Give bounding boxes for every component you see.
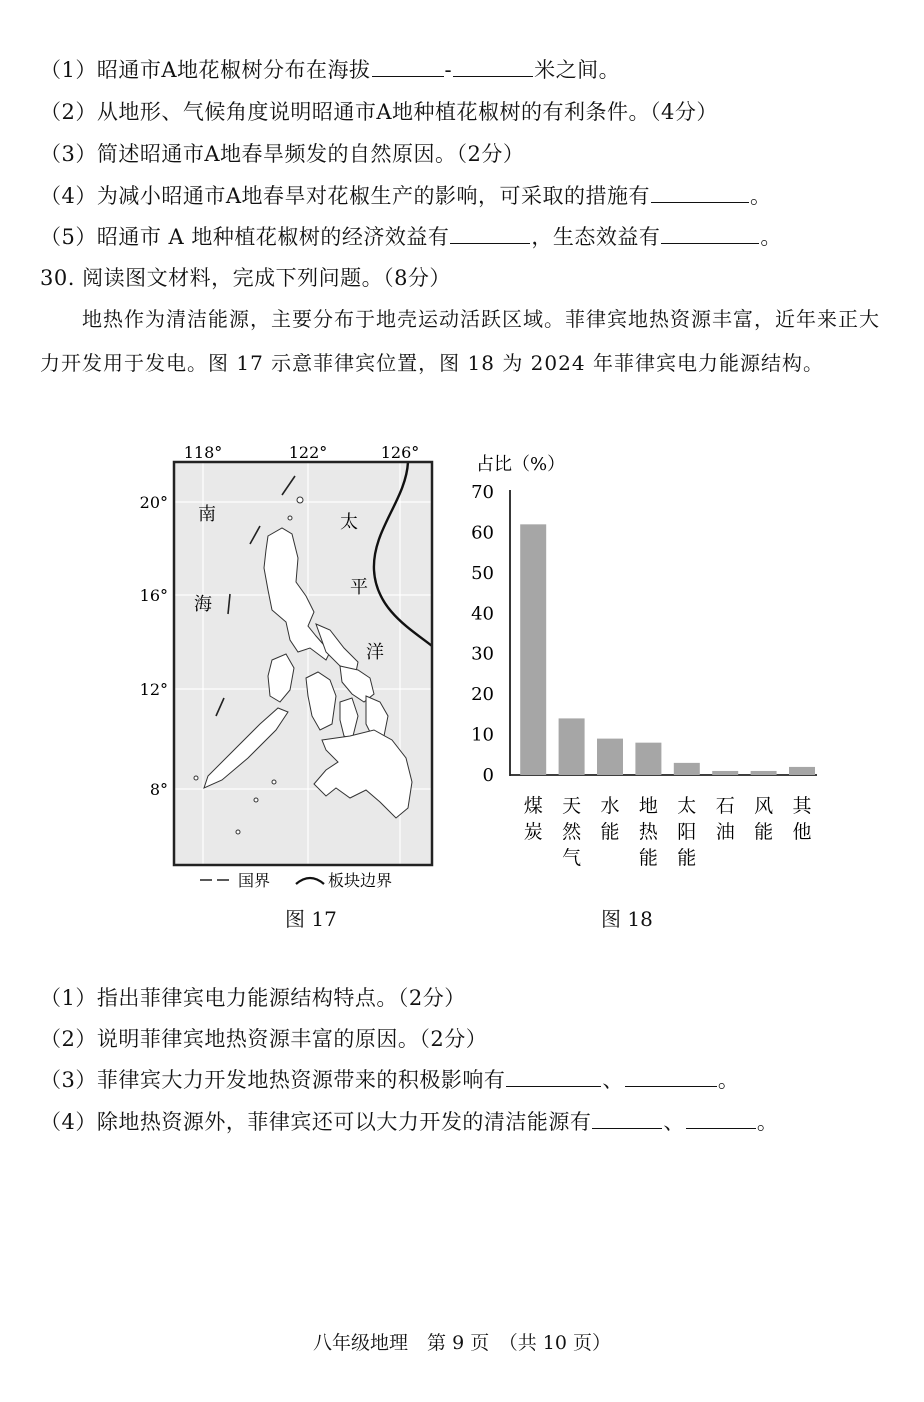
- q29-item-3: （3）简述昭通市A地春旱频发的自然原因。（2分）: [40, 142, 525, 166]
- answer-blank[interactable]: [372, 75, 444, 77]
- q30-item-1: （1）指出菲律宾电力能源结构特点。（2分）: [40, 986, 466, 1010]
- q29-item-1: [40, 54, 620, 84]
- q29-item-4: [40, 180, 772, 210]
- legend-plate-symbol: [296, 878, 324, 884]
- q30-item-4-end: 。: [756, 1110, 779, 1134]
- page-footer: 八年级地理 第 9 页 （共 10 页）: [313, 1332, 611, 1354]
- sea-char-1: 南: [198, 504, 216, 525]
- answer-blank[interactable]: [450, 242, 530, 244]
- category-label: 地热能: [638, 795, 658, 869]
- category-label: 风能: [754, 795, 774, 843]
- sea-char-2: 海: [194, 594, 212, 615]
- y-tick-label: 60: [471, 522, 494, 544]
- legend-plate-label: 板块边界: [328, 871, 393, 890]
- ocean-char-2: 平: [350, 577, 368, 598]
- y-tick-label: 0: [482, 765, 494, 786]
- q29-item-5-text: （5）昭通市 A 地种植花椒树的经济效益有: [40, 225, 450, 249]
- category-label: 石油: [715, 795, 735, 843]
- y-tick-label: 50: [471, 562, 494, 584]
- answer-blank[interactable]: [453, 75, 533, 77]
- y-tick-label: 70: [471, 482, 494, 503]
- answer-blank[interactable]: [592, 1127, 662, 1129]
- lat-label-12: 12°: [139, 680, 168, 699]
- bar: [674, 763, 700, 775]
- y-tick-label: 20: [471, 684, 494, 706]
- category-label: 水能: [600, 795, 620, 843]
- q30-item-3-mid: 、: [602, 1068, 624, 1092]
- q30-item-4-mid: 、: [663, 1110, 685, 1134]
- chart-caption: 图 18: [601, 907, 653, 931]
- philippines-map: [130, 440, 450, 900]
- bar: [635, 743, 661, 775]
- answer-blank[interactable]: [625, 1085, 717, 1087]
- bar: [712, 771, 738, 775]
- map-legend: [200, 871, 392, 890]
- category-label: 其他: [792, 795, 812, 843]
- lon-label-118: 118°: [183, 443, 223, 462]
- category-label: 太阳能: [677, 795, 697, 869]
- chart-ylabel: 占比（%）: [476, 454, 566, 475]
- answer-blank[interactable]: [651, 201, 749, 203]
- bar: [597, 739, 623, 775]
- category-label: 天然气: [562, 795, 582, 869]
- q30-item-3: [40, 1064, 739, 1094]
- y-tick-label: 30: [471, 643, 494, 665]
- q29-item-2: （2）从地形、气候角度说明昭通市A地种植花椒树的有利条件。（4分）: [40, 100, 718, 124]
- ocean-char-1: 太: [340, 512, 358, 533]
- lon-label-122: 122°: [288, 443, 328, 462]
- bar: [751, 771, 777, 775]
- q30-item-4: [40, 1106, 778, 1136]
- q29-item-4-end: 。: [750, 184, 772, 208]
- category-label: 煤炭: [523, 795, 543, 843]
- q30-heading: 30. 阅读图文材料，完成下列问题。（8分）: [40, 266, 451, 290]
- y-tick-label: 40: [471, 603, 494, 625]
- q29-item-4-text: （4）为减小昭通市A地春旱对花椒生产的影响，可采取的措施有: [40, 184, 651, 208]
- bar: [520, 524, 546, 775]
- q29-item-5-end: 。: [760, 225, 782, 249]
- lat-label-8: 8°: [149, 780, 168, 799]
- q29-item-1-end: 米之间。: [534, 58, 621, 82]
- lat-label-20: 20°: [139, 493, 168, 512]
- y-tick-label: 10: [471, 724, 494, 746]
- lat-label-16: 16°: [139, 586, 168, 605]
- answer-blank[interactable]: [661, 242, 759, 244]
- legend-border-label: 国界: [238, 871, 271, 890]
- q30-item-3-end: 。: [717, 1068, 740, 1092]
- q29-item-5-mid: ，生态效益有: [531, 225, 661, 249]
- q30-item-3-text: （3）菲律宾大力开发地热资源带来的积极影响有: [40, 1068, 506, 1092]
- lon-label-126: 126°: [380, 443, 420, 462]
- q29-item-1-text: （1）昭通市A地花椒树分布在海拔: [40, 58, 371, 82]
- ocean-char-3: 洋: [366, 642, 384, 663]
- answer-blank[interactable]: [506, 1085, 601, 1087]
- q30-material-text: 地热作为清洁能源，主要分布于地壳运动活跃区域。菲律宾地热资源丰富，近年来正大力开发用于发电。图 17 示意菲律宾位置，图 18 为 2024 年菲律宾电力能源结构。: [40, 307, 880, 375]
- energy-structure-chart: [460, 440, 840, 880]
- q30-item-4-text: （4）除地热资源外，菲律宾还可以大力开发的清洁能源有: [40, 1110, 592, 1134]
- bar: [789, 767, 815, 775]
- q29-item-5: [40, 221, 782, 251]
- q30-material: [40, 297, 890, 385]
- q30-item-2: （2）说明菲律宾地热资源丰富的原因。（2分）: [40, 1027, 488, 1051]
- map-caption: 图 17: [285, 907, 337, 931]
- bar: [559, 718, 585, 775]
- answer-blank[interactable]: [686, 1127, 756, 1129]
- q29-item-1-dash: -: [444, 58, 453, 82]
